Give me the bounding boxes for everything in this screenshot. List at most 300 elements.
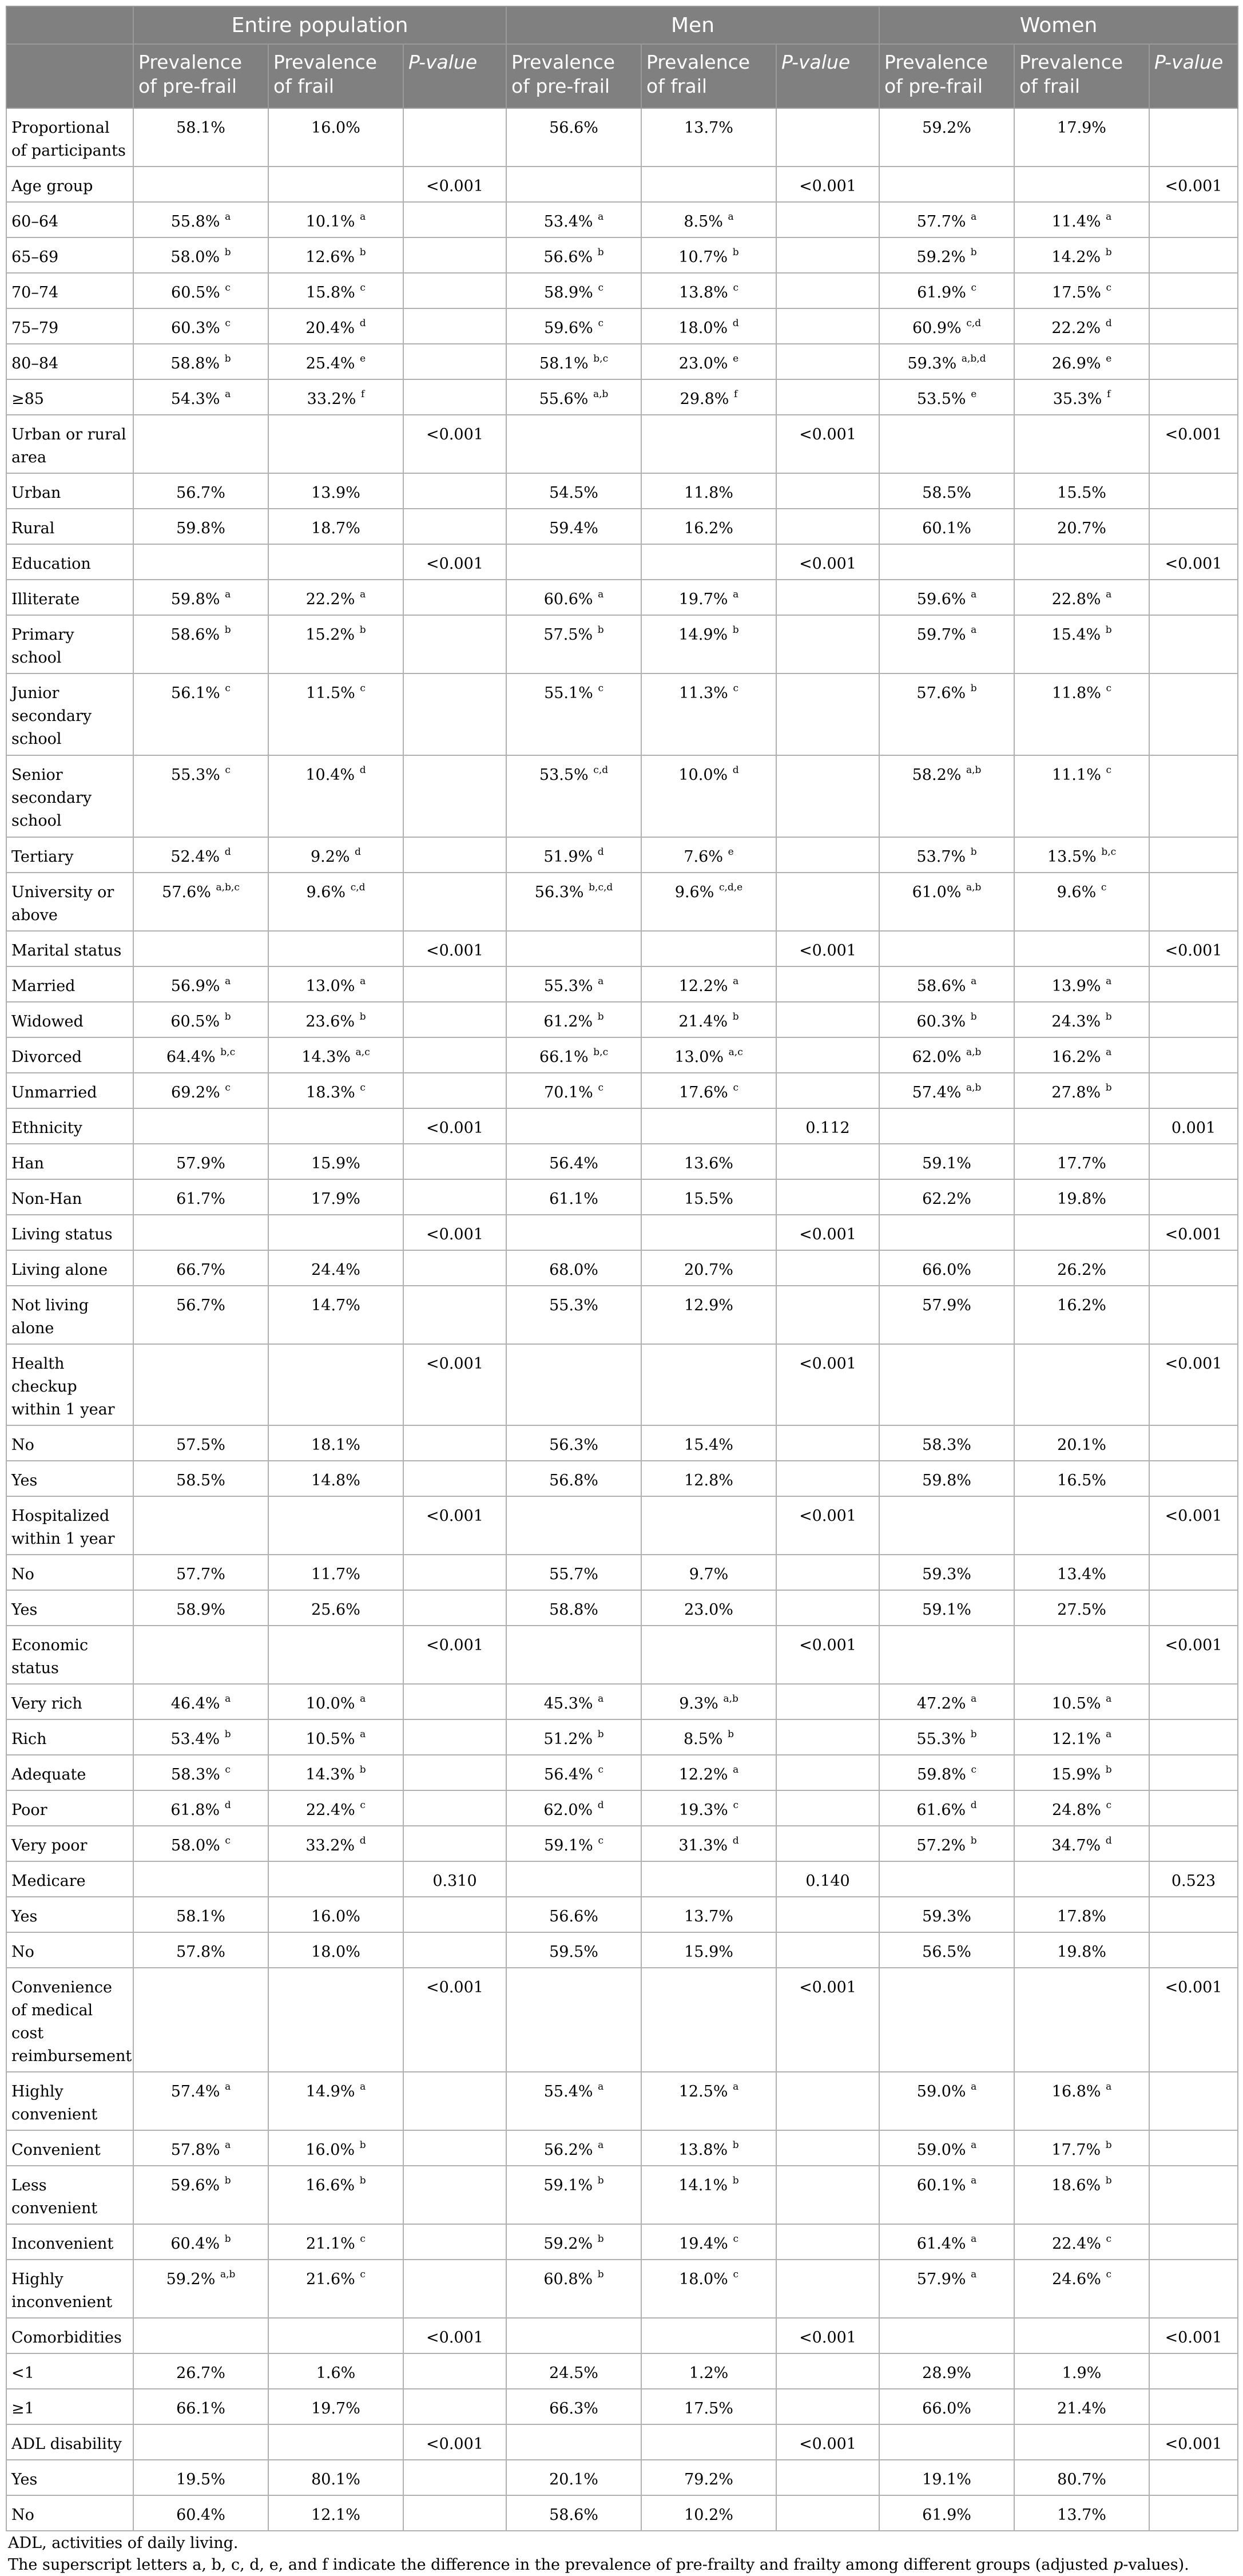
cell-value: 20.1% xyxy=(549,2471,598,2488)
cell-women-p-value xyxy=(1149,237,1238,273)
cell-women-p-value xyxy=(1149,931,1238,966)
significance-superscript: d xyxy=(224,1800,231,1811)
cell-value: 56.6% xyxy=(543,248,593,266)
cell-all-frail xyxy=(268,2130,403,2166)
cell-women-pre-frail xyxy=(879,1002,1014,1037)
cell-men-pre-frail xyxy=(506,931,641,966)
subheader-pre-frail: Prevalence of pre-frail xyxy=(133,44,268,108)
cell-value: <0.001 xyxy=(799,555,856,573)
cell-value: <0.001 xyxy=(799,1507,856,1525)
cell-men-p-value xyxy=(776,966,879,1002)
cell-women-pre-frail xyxy=(879,379,1014,415)
cell-value: 59.2% xyxy=(916,248,966,266)
table-row xyxy=(6,379,1238,415)
cell-all-pre-frail xyxy=(133,1425,268,1461)
cell-value: 59.2% xyxy=(543,2235,593,2253)
row-label: Hospitalized within 1 year xyxy=(6,1496,133,1555)
significance-superscript: d xyxy=(970,1800,977,1811)
cell-men-pre-frail xyxy=(506,2389,641,2424)
cell-value: 57.7% xyxy=(916,213,966,231)
cell-all-p-value xyxy=(403,1790,506,1826)
cell-women-pre-frail xyxy=(879,1897,1014,1932)
cell-men-p-value xyxy=(776,2424,879,2460)
cell-value: 56.3% xyxy=(534,883,584,901)
cell-women-frail xyxy=(1014,2460,1149,2495)
cell-value: 16.0% xyxy=(305,2141,355,2159)
cell-value: 57.9% xyxy=(922,1297,971,1314)
significance-superscript: b xyxy=(597,624,604,636)
significance-superscript: c,d xyxy=(350,882,366,893)
cell-all-frail xyxy=(268,1002,403,1037)
row-label: Medicare xyxy=(6,1861,133,1897)
cell-all-frail xyxy=(268,1897,403,1932)
cell-value: 11.8% xyxy=(684,484,733,502)
cell-men-pre-frail xyxy=(506,1250,641,1286)
cell-men-frail xyxy=(641,1684,776,1719)
cell-value: <0.001 xyxy=(1165,1979,1222,1996)
prevalence-table xyxy=(6,6,1238,2531)
cell-value: 19.5% xyxy=(176,2471,225,2488)
cell-all-pre-frail xyxy=(133,1968,268,2072)
row-label: Convenient xyxy=(6,2130,133,2166)
cell-value: 19.7% xyxy=(678,591,728,608)
cell-all-p-value xyxy=(403,1590,506,1626)
cell-women-pre-frail xyxy=(879,580,1014,615)
cell-value: 51.2% xyxy=(543,1730,593,1748)
significance-superscript: b,c xyxy=(593,1047,609,1058)
significance-superscript: d xyxy=(1105,1835,1112,1846)
table-row xyxy=(6,1590,1238,1626)
cell-women-frail xyxy=(1014,1755,1149,1790)
significance-superscript: a xyxy=(971,976,977,987)
significance-superscript: e xyxy=(360,353,366,364)
cell-women-p-value xyxy=(1149,509,1238,544)
cell-women-pre-frail xyxy=(879,1555,1014,1590)
significance-superscript: a xyxy=(225,2139,231,2151)
cell-value: 57.5% xyxy=(176,1436,225,1454)
cell-men-p-value xyxy=(776,108,879,167)
cell-all-p-value xyxy=(403,931,506,966)
cell-value: 18.0% xyxy=(679,2270,728,2288)
row-label: Inconvenient xyxy=(6,2224,133,2260)
cell-all-p-value xyxy=(403,1286,506,1344)
cell-value: 55.3% xyxy=(543,977,593,995)
cell-men-frail xyxy=(641,1250,776,1286)
table-header xyxy=(6,6,1238,108)
cell-all-frail xyxy=(268,237,403,273)
cell-value: <0.001 xyxy=(426,177,483,195)
row-label: No xyxy=(6,1555,133,1590)
significance-superscript: a xyxy=(733,2081,739,2092)
significance-superscript: c xyxy=(1106,1800,1111,1811)
cell-all-frail xyxy=(268,344,403,379)
cell-all-p-value xyxy=(403,1144,506,1179)
cell-all-frail xyxy=(268,1861,403,1897)
cell-women-p-value xyxy=(1149,1626,1238,1684)
cell-men-frail xyxy=(641,673,776,755)
cell-women-p-value xyxy=(1149,615,1238,673)
cell-women-pre-frail xyxy=(879,473,1014,509)
row-label: Economic status xyxy=(6,1626,133,1684)
cell-all-pre-frail xyxy=(133,2389,268,2424)
cell-value: 60.5% xyxy=(171,284,220,302)
cell-value: 66.7% xyxy=(176,1261,225,1279)
cell-value: 14.8% xyxy=(311,1472,360,1489)
table-row xyxy=(6,202,1238,237)
cell-all-pre-frail xyxy=(133,308,268,344)
cell-women-frail xyxy=(1014,2166,1149,2224)
cell-value: 17.8% xyxy=(1057,1908,1106,1925)
cell-women-p-value xyxy=(1149,1496,1238,1555)
cell-value: 55.3% xyxy=(916,1730,966,1748)
cell-value: 59.8% xyxy=(176,520,225,537)
row-label: Rich xyxy=(6,1719,133,1755)
table-row xyxy=(6,544,1238,580)
cell-women-p-value xyxy=(1149,1719,1238,1755)
cell-value: 66.0% xyxy=(922,1261,971,1279)
cell-all-frail xyxy=(268,1425,403,1461)
cell-value: 22.2% xyxy=(305,591,355,608)
cell-women-p-value xyxy=(1149,1932,1238,1968)
table-row xyxy=(6,1626,1238,1684)
row-label: 60–64 xyxy=(6,202,133,237)
cell-value: <0.001 xyxy=(799,1226,856,1243)
cell-women-frail xyxy=(1014,237,1149,273)
significance-superscript: d xyxy=(732,318,739,329)
significance-superscript: b xyxy=(1105,624,1112,636)
cell-all-pre-frail xyxy=(133,755,268,837)
cell-men-frail xyxy=(641,837,776,873)
significance-superscript: c xyxy=(225,1082,231,1093)
cell-value: 11.8% xyxy=(1052,684,1101,702)
cell-women-pre-frail xyxy=(879,873,1014,931)
cell-men-p-value xyxy=(776,1555,879,1590)
cell-men-frail xyxy=(641,2318,776,2353)
cell-women-pre-frail xyxy=(879,931,1014,966)
cell-women-p-value xyxy=(1149,1461,1238,1496)
table-row xyxy=(6,1461,1238,1496)
cell-value: 24.5% xyxy=(549,2364,598,2382)
cell-women-pre-frail xyxy=(879,673,1014,755)
cell-value: 61.2% xyxy=(543,1013,593,1031)
cell-all-p-value xyxy=(403,2260,506,2318)
cell-all-frail xyxy=(268,1250,403,1286)
row-label: 80–84 xyxy=(6,344,133,379)
row-label: Yes xyxy=(6,2460,133,2495)
cell-all-frail xyxy=(268,615,403,673)
cell-women-p-value xyxy=(1149,2130,1238,2166)
cell-value: 18.0% xyxy=(678,319,728,337)
cell-all-frail xyxy=(268,1555,403,1590)
cell-value: 13.0% xyxy=(674,1048,724,1066)
cell-value: <0.001 xyxy=(426,2329,483,2347)
significance-superscript: a xyxy=(1106,589,1112,600)
significance-superscript: c xyxy=(598,318,603,329)
cell-value: 66.0% xyxy=(922,2400,971,2418)
cell-women-frail xyxy=(1014,509,1149,544)
cell-women-pre-frail xyxy=(879,1144,1014,1179)
cell-men-frail xyxy=(641,108,776,167)
cell-value: 66.1% xyxy=(539,1048,589,1066)
row-label: Marital status xyxy=(6,931,133,966)
cell-men-p-value xyxy=(776,2389,879,2424)
cell-value: 57.8% xyxy=(176,1943,225,1961)
significance-superscript: a xyxy=(598,2139,604,2151)
significance-superscript: b xyxy=(732,247,739,258)
table-row xyxy=(6,1790,1238,1826)
cell-value: <0.001 xyxy=(426,555,483,573)
cell-women-pre-frail xyxy=(879,2166,1014,2224)
cell-value: 56.3% xyxy=(549,1436,598,1454)
table-body xyxy=(6,108,1238,2531)
cell-value: <0.001 xyxy=(426,2435,483,2453)
cell-all-p-value xyxy=(403,1719,506,1755)
cell-women-p-value xyxy=(1149,2260,1238,2318)
table-row xyxy=(6,966,1238,1002)
table-row xyxy=(6,167,1238,202)
row-label: Han xyxy=(6,1144,133,1179)
cell-value: 17.9% xyxy=(1057,119,1106,137)
cell-value: 25.6% xyxy=(311,1601,360,1619)
cell-men-pre-frail xyxy=(506,1790,641,1826)
cell-value: 28.9% xyxy=(922,2364,971,2382)
cell-women-pre-frail xyxy=(879,837,1014,873)
cell-men-p-value xyxy=(776,1073,879,1108)
table-row xyxy=(6,1179,1238,1215)
cell-all-p-value xyxy=(403,1496,506,1555)
cell-value: 24.8% xyxy=(1052,1801,1101,1819)
cell-value: 11.4% xyxy=(1051,213,1101,231)
cell-value: 54.5% xyxy=(549,484,598,502)
row-label: Highly inconvenient xyxy=(6,2260,133,2318)
cell-all-p-value xyxy=(403,837,506,873)
cell-women-pre-frail xyxy=(879,1215,1014,1250)
cell-value: 13.5% xyxy=(1047,848,1097,866)
cell-women-frail xyxy=(1014,1215,1149,1250)
cell-value: 58.6% xyxy=(170,626,220,644)
cell-women-frail xyxy=(1014,1286,1149,1344)
table-row xyxy=(6,1861,1238,1897)
table-row xyxy=(6,2318,1238,2353)
cell-all-p-value xyxy=(403,237,506,273)
header-empty-cell xyxy=(6,6,133,44)
cell-value: 22.2% xyxy=(1051,319,1101,337)
cell-value: 27.5% xyxy=(1057,1601,1106,1619)
cell-men-frail xyxy=(641,966,776,1002)
significance-superscript: b xyxy=(597,2233,604,2245)
cell-all-pre-frail xyxy=(133,1344,268,1425)
cell-value: 56.7% xyxy=(176,1297,225,1314)
cell-value: 59.2% xyxy=(166,2270,216,2288)
table-row xyxy=(6,1250,1238,1286)
cell-men-p-value xyxy=(776,415,879,473)
cell-women-pre-frail xyxy=(879,1790,1014,1826)
cell-all-p-value xyxy=(403,509,506,544)
cell-women-frail xyxy=(1014,273,1149,308)
row-label: Living status xyxy=(6,1215,133,1250)
table-row xyxy=(6,2460,1238,2495)
cell-all-frail xyxy=(268,1179,403,1215)
cell-men-frail xyxy=(641,2072,776,2130)
cell-women-pre-frail xyxy=(879,1684,1014,1719)
cell-value: 56.9% xyxy=(170,977,220,995)
cell-men-pre-frail xyxy=(506,1590,641,1626)
cell-all-p-value xyxy=(403,755,506,837)
cell-men-frail xyxy=(641,1037,776,1073)
table-row xyxy=(6,237,1238,273)
table-row xyxy=(6,837,1238,873)
significance-superscript: a xyxy=(225,211,231,223)
cell-value: 59.3% xyxy=(922,1908,971,1925)
cell-women-pre-frail xyxy=(879,1826,1014,1861)
cell-value: 15.9% xyxy=(684,1943,733,1961)
subheader-empty-cell xyxy=(6,44,133,108)
significance-superscript: c xyxy=(360,2233,366,2245)
cell-men-pre-frail xyxy=(506,1344,641,1425)
significance-superscript: c,d xyxy=(593,764,609,776)
cell-men-frail xyxy=(641,1897,776,1932)
cell-value: 21.4% xyxy=(678,1013,728,1031)
cell-value: 23.6% xyxy=(305,1013,355,1031)
cell-value: <0.001 xyxy=(1165,2329,1222,2347)
cell-men-p-value xyxy=(776,1461,879,1496)
row-label: Urban xyxy=(6,473,133,509)
cell-all-frail xyxy=(268,544,403,580)
cell-value: 33.2% xyxy=(307,390,356,408)
cell-value: 60.1% xyxy=(916,2177,966,2194)
cell-value: 64.4% xyxy=(166,1048,216,1066)
cell-value: <0.001 xyxy=(1165,1507,1222,1525)
cell-value: <0.001 xyxy=(1165,2435,1222,2453)
cell-all-pre-frail xyxy=(133,509,268,544)
cell-value: 59.3% xyxy=(907,355,957,372)
cell-value: 59.0% xyxy=(916,2083,966,2101)
table-row xyxy=(6,108,1238,167)
cell-all-p-value xyxy=(403,1684,506,1719)
cell-women-p-value xyxy=(1149,415,1238,473)
significance-superscript: b xyxy=(970,247,977,258)
cell-value: 13.9% xyxy=(1051,977,1101,995)
cell-men-pre-frail xyxy=(506,2353,641,2389)
cell-value: 57.2% xyxy=(916,1837,966,1854)
cell-women-p-value xyxy=(1149,308,1238,344)
cell-women-frail xyxy=(1014,344,1149,379)
subheader-p-value xyxy=(403,44,506,108)
cell-all-p-value xyxy=(403,1755,506,1790)
significance-superscript: c xyxy=(971,282,976,294)
cell-value: <0.001 xyxy=(1165,426,1222,443)
cell-all-p-value xyxy=(403,415,506,473)
cell-all-p-value xyxy=(403,379,506,415)
cell-value: 9.6% xyxy=(1057,883,1097,901)
cell-value: <0.001 xyxy=(799,2435,856,2453)
cell-women-frail xyxy=(1014,1108,1149,1144)
cell-value: 13.4% xyxy=(1057,1566,1106,1583)
cell-all-pre-frail xyxy=(133,108,268,167)
cell-all-frail xyxy=(268,1108,403,1144)
cell-value: 59.8% xyxy=(917,1766,966,1784)
cell-men-pre-frail xyxy=(506,873,641,931)
significance-superscript: c xyxy=(360,2269,366,2280)
cell-men-pre-frail xyxy=(506,273,641,308)
cell-all-pre-frail xyxy=(133,2224,268,2260)
cell-value: 20.4% xyxy=(305,319,355,337)
cell-value: 79.2% xyxy=(684,2471,733,2488)
table-row xyxy=(6,273,1238,308)
cell-men-pre-frail xyxy=(506,755,641,837)
significance-superscript: b,c,d xyxy=(589,882,613,893)
cell-men-frail xyxy=(641,2389,776,2424)
table-row xyxy=(6,415,1238,473)
cell-men-pre-frail xyxy=(506,2318,641,2353)
cell-value: 60.4% xyxy=(170,2235,220,2253)
cell-men-p-value xyxy=(776,673,879,755)
cell-value: 16.8% xyxy=(1051,2083,1101,2101)
cell-all-frail xyxy=(268,1968,403,2072)
table-row xyxy=(6,2389,1238,2424)
cell-men-p-value xyxy=(776,344,879,379)
cell-men-pre-frail xyxy=(506,2224,641,2260)
cell-value: 9.6% xyxy=(306,883,346,901)
table-row xyxy=(6,2072,1238,2130)
cell-all-pre-frail xyxy=(133,966,268,1002)
cell-value: 15.5% xyxy=(1057,484,1106,502)
cell-men-p-value xyxy=(776,308,879,344)
cell-women-pre-frail xyxy=(879,1968,1014,2072)
cell-all-frail xyxy=(268,580,403,615)
significance-superscript: a xyxy=(598,589,604,600)
cell-all-pre-frail xyxy=(133,1496,268,1555)
cell-all-p-value xyxy=(403,1215,506,1250)
significance-superscript: a,b xyxy=(220,2269,236,2280)
cell-men-p-value xyxy=(776,1897,879,1932)
cell-value: 69.2% xyxy=(171,1084,220,1101)
cell-women-p-value xyxy=(1149,1968,1238,2072)
cell-all-pre-frail xyxy=(133,1590,268,1626)
cell-women-p-value xyxy=(1149,1286,1238,1344)
significance-superscript: c xyxy=(971,1764,976,1776)
cell-all-pre-frail xyxy=(133,1037,268,1073)
row-label: ADL disability xyxy=(6,2424,133,2460)
significance-superscript: c xyxy=(225,282,231,294)
cell-men-p-value xyxy=(776,1826,879,1861)
cell-men-p-value xyxy=(776,2495,879,2531)
row-label: Adequate xyxy=(6,1755,133,1790)
cell-all-frail xyxy=(268,1826,403,1861)
cell-all-pre-frail xyxy=(133,1002,268,1037)
cell-value: 57.9% xyxy=(916,2270,966,2288)
cell-men-p-value xyxy=(776,1002,879,1037)
cell-value: 24.3% xyxy=(1051,1013,1101,1031)
significance-superscript: c xyxy=(733,282,738,294)
significance-superscript: f xyxy=(1107,389,1111,400)
cell-value: 16.2% xyxy=(1057,1297,1106,1314)
row-label: University or above xyxy=(6,873,133,931)
cell-all-p-value xyxy=(403,673,506,755)
significance-superscript: b xyxy=(359,2139,366,2151)
cell-all-frail xyxy=(268,1344,403,1425)
cell-all-p-value xyxy=(403,1461,506,1496)
cell-value: 59.8% xyxy=(170,591,220,608)
cell-women-p-value xyxy=(1149,1684,1238,1719)
row-label: <1 xyxy=(6,2353,133,2389)
row-label: Non-Han xyxy=(6,1179,133,1215)
cell-value: 54.3% xyxy=(170,390,220,408)
cell-all-pre-frail xyxy=(133,1897,268,1932)
cell-value: <0.001 xyxy=(1165,1226,1222,1243)
cell-value: 13.8% xyxy=(679,284,728,302)
cell-value: <0.001 xyxy=(1165,1355,1222,1373)
